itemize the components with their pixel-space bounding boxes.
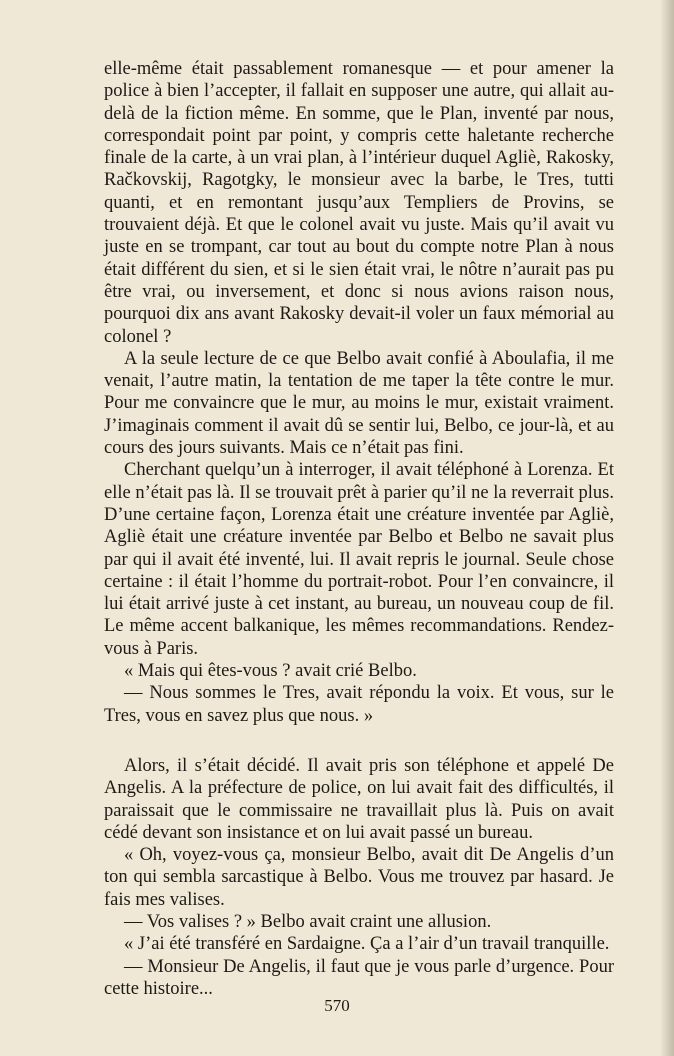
- paragraph-2: A la seule lecture de ce que Belbo avait confié à Aboulafia, il me venait, l’autre matin, la tentation de me taper la tête contre le mur. Pour me convaincre que le mur, au moins le mur, existait vraiment. J’imaginais comment il avait dû se sentir lui, Belbo, ce jour-là, et au cours des jours suivants. Mais ce n’était pas fini.: [104, 348, 614, 459]
- page-number: 570: [324, 996, 350, 1015]
- paragraph-5: — Nous sommes le Tres, avait répondu la voix. Et vous, sur le Tres, vous en savez plus que nous. »: [104, 683, 614, 726]
- paragraph-3: Cherchant quelqu’un à interroger, il avait téléphoné à Lorenza. Et elle n’était pas là. Il se trouvait prêt à parier qu’il ne la reverrait plus. D’une certaine façon, Lorenza était une créature inventée par Agliè, Agliè était une créature inventée par Belbo et Belbo ne savait plus par qui il avait été inventé, lui. Il avait repris le journal. Seule chose certaine : il était l’homme du portrait-robot. Pour l’en convaincre, il lui était arrivé juste à cet instant, au bureau, un nouveau coup de fil. Le même accent balkanique, les mêmes recommandations. Rendez-vous à Paris.: [104, 460, 614, 659]
- paragraph-1: elle-même était passablement romanesque — et pour amener la police à bien l’accepter, il fallait en supposer une autre, qui allait au-delà de la fiction même. En somme, que le Plan, inventé par nous, correspondait point par point, y compris cette haletante recherche finale de la carte, à un vrai plan, à l’intérieur duquel Agliè, Rakosky, Račkovskij, Ragotgky, le monsieur avec la barbe, le Tres, tutti quanti, et en remontant jusqu’aux Templiers de Provins, se trouvaient déjà. Et que le colonel avait vu juste. Mais qu’il avait vu juste en se trompant, car tout au bout du compte notre Plan à nous était différent du sien, et si le sien était vrai, le nôtre n’aurait pas pu être vrai, ou inversement, et donc si nous avions raison nous, pourquoi dix ans avant Rakosky devait-il voler un faux mémorial au colonel ?: [104, 59, 614, 347]
- section-break: [104, 727, 614, 755]
- page-edge-shadow: [660, 0, 674, 1056]
- paragraph-7: « Oh, voyez-vous ça, monsieur Belbo, avait dit De Angelis d’un ton qui sembla sarcastique à Belbo. Vous me trouvez par hasard. Je fais mes valises.: [104, 845, 614, 910]
- paragraph-10: — Monsieur De Angelis, il faut que je vous parle d’urgence. Pour cette histoire...: [104, 956, 614, 999]
- body-text: [104, 58, 614, 1000]
- paragraph-8: — Vos valises ? » Belbo avait craint une allusion.: [124, 911, 492, 932]
- paragraph-6: Alors, il s’était décidé. Il avait pris son téléphone et appelé De Angelis. A la préfecture de police, on lui avait fait des difficultés, il paraissait que le commissaire ne travaillait plus là. Puis on avait cédé devant son insistance et on lui avait passé un bureau.: [104, 755, 614, 843]
- paragraph-4: « Mais qui êtes-vous ? avait crié Belbo.: [124, 661, 417, 682]
- paragraph-9: « J’ai été transféré en Sardaigne. Ça a l’air d’un travail tranquille.: [124, 934, 610, 955]
